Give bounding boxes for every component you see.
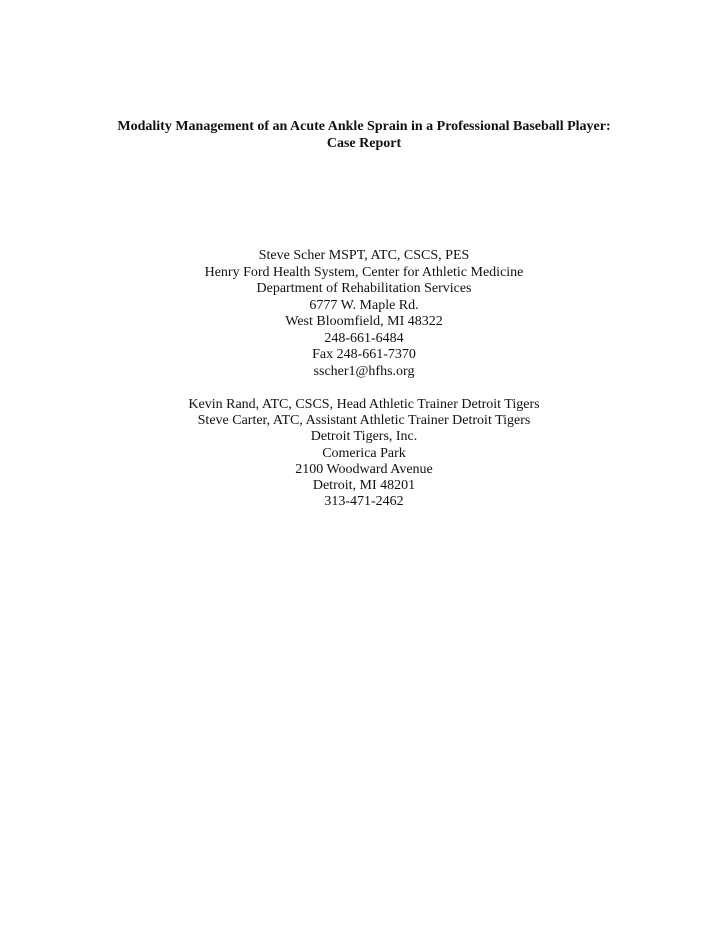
team-person-2: Steve Carter, ATC, Assistant Athletic Trainer Detroit Tigers [197, 413, 531, 429]
title-line-2: Case Report [326, 136, 402, 151]
author-contact-block [0, 248, 728, 380]
author-name: Steve Scher MSPT, ATC, CSCS, PES [258, 248, 470, 263]
author-fax: Fax 248-661-7370 [312, 347, 416, 362]
document-title [0, 118, 728, 152]
team-phone: 313-471-2462 [324, 494, 404, 510]
title-line-1: Modality Management of an Acute Ankle Sprain in a Professional Baseball Player: [117, 119, 611, 134]
team-contact-block [0, 397, 728, 510]
author-email: sscher1@hfhs.org [313, 363, 415, 379]
team-organization: Detroit Tigers, Inc. [310, 429, 418, 445]
author-organization: Henry Ford Health System, Center for Athletic Medicine [204, 264, 524, 280]
author-street: 6777 W. Maple Rd. [309, 297, 419, 313]
team-city: Detroit, MI 48201 [312, 478, 416, 494]
team-street: 2100 Woodward Avenue [295, 461, 433, 477]
team-person-1: Kevin Rand, ATC, CSCS, Head Athletic Trainer Detroit Tigers [188, 397, 540, 412]
author-department: Department of Rehabilitation Services [256, 281, 472, 296]
author-phone: 248-661-6484 [324, 330, 404, 346]
author-city: West Bloomfield, MI 48322 [285, 314, 443, 329]
team-venue: Comerica Park [322, 445, 406, 461]
